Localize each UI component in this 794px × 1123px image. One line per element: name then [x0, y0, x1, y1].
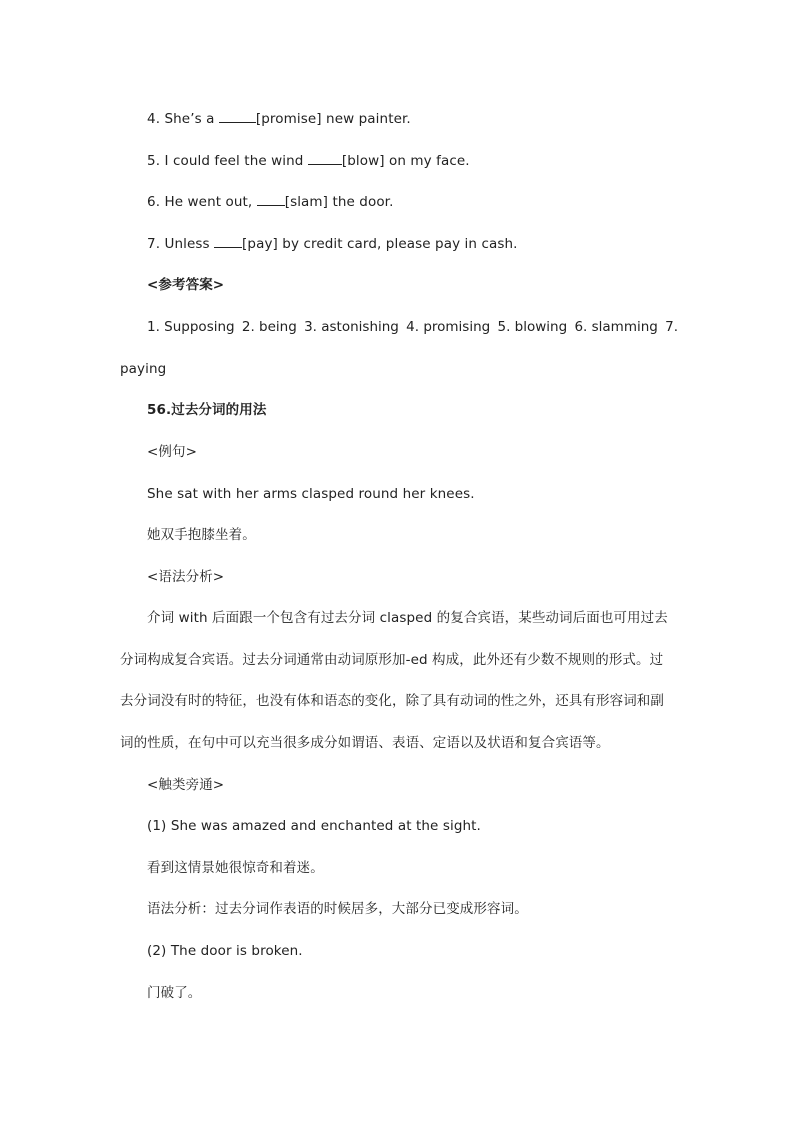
exercise-7-hint: [pay] — [242, 236, 278, 252]
answer-item: 5. blowing — [497, 319, 568, 335]
exercise-4-hint: [promise] — [255, 111, 322, 127]
exercise-5-text: 5. I could feel the wind — [147, 153, 308, 169]
answer-blank — [308, 152, 342, 165]
example-sentence-en: She sat with her arms clasped round her knees. — [147, 486, 475, 502]
related-1-zh: 看到这情景她很惊奇和着迷。 — [147, 860, 324, 876]
analysis-heading: <语法分析> — [147, 569, 225, 585]
related-2-en: (2) The door is broken. — [147, 943, 303, 959]
exercise-4-tail: new painter. — [321, 111, 411, 127]
example-sentence-zh: 她双手抱膝坐着。 — [147, 527, 256, 543]
answer-blank — [257, 193, 285, 206]
exercise-6 — [147, 193, 393, 211]
exercise-5-hint: [blow] — [341, 153, 385, 169]
related-1-note: 语法分析：过去分词作表语的时候居多，大部分已变成形容词。 — [147, 901, 528, 917]
answer-blank — [214, 235, 242, 248]
exercise-4-text: 4. She’s a — [147, 111, 219, 127]
related-1-en: (1) She was amazed and enchanted at the sight. — [147, 818, 481, 834]
answer-item: 4. promising — [406, 319, 491, 335]
answer-item: 7. — [665, 319, 678, 335]
exercise-6-text: 6. He went out, — [147, 194, 257, 210]
analysis-line-1: 介词 with 后面跟一个包含有过去分词 clasped 的复合宾语，某些动词后面也可用过去 — [147, 610, 668, 626]
analysis-line-4: 词的性质，在句中可以充当很多成分如谓语、表语、定语以及状语和复合宾语等。 — [120, 735, 610, 751]
analysis-line-2: 分词构成复合宾语。过去分词通常由动词原形加-ed 构成，此外还有少数不规则的形式。过 — [120, 652, 664, 668]
example-heading: <例句> — [147, 444, 198, 460]
exercise-6-tail: the door. — [328, 194, 394, 210]
exercise-5 — [147, 152, 470, 170]
answers-list — [147, 318, 678, 336]
answer-blank — [219, 110, 256, 123]
exercise-7 — [147, 235, 518, 253]
analysis-line-3: 去分词没有时的特征，也没有体和语态的变化，除了具有动词的性之外，还具有形容词和副 — [120, 693, 664, 709]
exercise-5-tail: on my face. — [384, 153, 470, 169]
exercise-6-hint: [slam] — [284, 194, 329, 210]
exercise-7-text: 7. Unless — [147, 236, 215, 252]
answer-item: 3. astonishing — [304, 319, 399, 335]
section-title: 56.过去分词的用法 — [147, 402, 267, 418]
answer-item: 2. being — [241, 319, 297, 335]
answer-item: 6. slamming — [574, 319, 658, 335]
related-2-zh: 门破了。 — [147, 985, 202, 1001]
answers-continuation: paying — [120, 361, 167, 377]
answer-item: 1. Supposing — [147, 319, 235, 335]
exercise-7-tail: by credit card, please pay in cash. — [277, 236, 518, 252]
exercise-4 — [147, 110, 411, 128]
answers-heading: <参考答案> — [147, 277, 225, 293]
related-heading: <触类旁通> — [147, 777, 225, 793]
